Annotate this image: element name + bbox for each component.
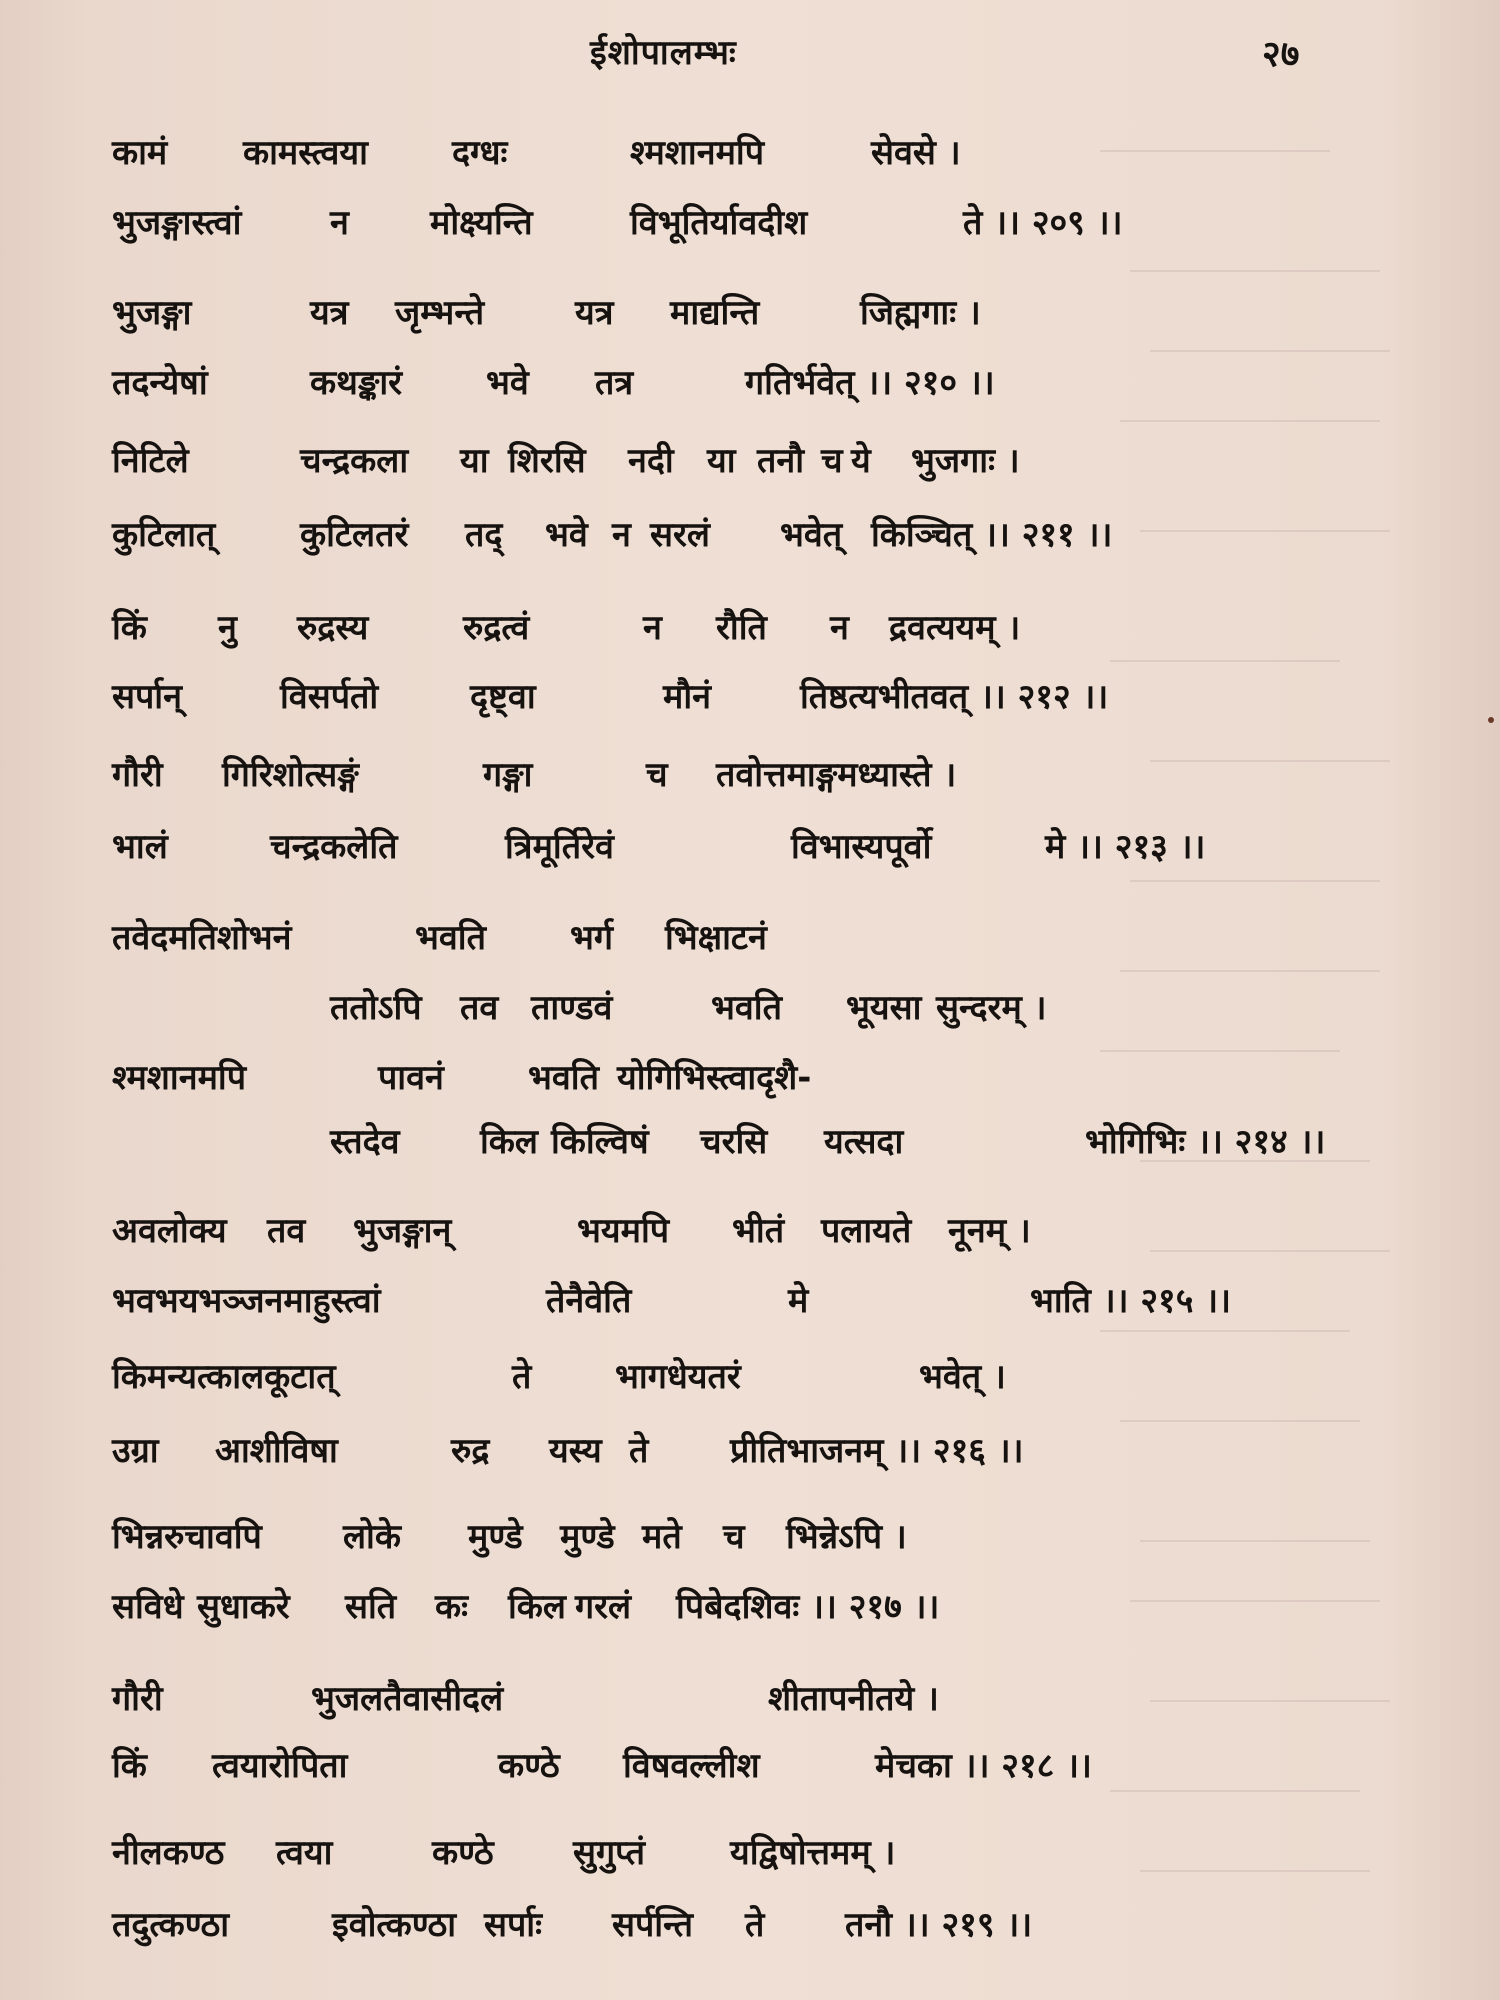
verse-word: जृम्भन्ते <box>395 293 485 333</box>
verse-word: विषवल्लीश <box>623 1746 760 1786</box>
verse-word: सुधाकरे <box>197 1587 290 1627</box>
verse-word: यत्र <box>575 293 614 333</box>
verse-word: सर्पान् <box>112 677 182 717</box>
verse-word: त्वया <box>276 1833 333 1873</box>
verse-word: नीलकण्ठ <box>112 1833 225 1873</box>
verse-word: भूयसा <box>846 988 922 1028</box>
verse-word: जिह्मगाः । <box>860 293 981 333</box>
verse-word: चरसि <box>700 1122 768 1162</box>
verse-word: मुण्डे <box>468 1517 523 1557</box>
verse-word: कथङ्कारं <box>310 363 403 403</box>
verse-word: ते <box>745 1905 765 1945</box>
verse-word: तदन्येषां <box>112 363 208 403</box>
verse-word: रुद्रत्वं <box>463 608 530 648</box>
verse-word: भवे <box>486 363 529 403</box>
verse-word: भागधेयतरं <box>615 1357 741 1397</box>
verse-word: तवेदमतिशोभनं <box>112 918 292 958</box>
verse-word: तत्र <box>595 363 634 403</box>
verse-word: ये <box>851 441 871 481</box>
verse-word: भयमपि <box>577 1211 670 1251</box>
verse-word: भुजङ्गा <box>112 293 192 333</box>
verse-word: स्तदेव <box>330 1122 400 1162</box>
verse-word: न <box>830 608 849 648</box>
verse-line <box>0 672 1500 722</box>
verse-word: या <box>707 441 736 481</box>
verse-word: गौरी <box>112 755 163 795</box>
verse-word: दग्धः <box>452 133 508 173</box>
verse-word: योगिभिस्त्वादृशै- <box>617 1058 812 1098</box>
verse-word: तद् <box>465 515 503 555</box>
verse-line <box>0 1741 1500 1791</box>
verse-word: इवोत्कण्ठा <box>332 1905 457 1945</box>
verse-word: तव <box>460 988 499 1028</box>
verse-word: नदी <box>628 441 674 481</box>
verse-word: सर्पाः <box>484 1905 542 1945</box>
verse-word: भवति <box>528 1058 599 1098</box>
verse-word: मेचका ।। २१८ ।। <box>875 1746 1092 1786</box>
verse-word: शीतापनीतये । <box>768 1679 939 1719</box>
verse-word: अवलोक्य <box>112 1211 227 1251</box>
verse-word: कण्ठे <box>498 1746 560 1786</box>
running-title: ईशोपालम्भः <box>590 33 737 73</box>
verse-word: भिन्नेऽपि । <box>786 1517 907 1557</box>
verse-word: च <box>646 755 668 795</box>
verse-word: भुजलतैवासीदलं <box>311 1679 504 1719</box>
verse-word: यत्र <box>310 293 349 333</box>
verse-word: पावनं <box>378 1058 444 1098</box>
verse-line <box>0 603 1500 653</box>
verse-line <box>0 1512 1500 1562</box>
verse-word: चन्द्रकलेति <box>270 827 398 867</box>
verse-word: भवेत् । <box>919 1357 1006 1397</box>
verse-word: रुद्र <box>451 1431 490 1471</box>
verse-line <box>0 1117 1500 1167</box>
verse-line <box>0 358 1500 408</box>
verse-word: दृष्ट्वा <box>470 677 536 717</box>
verse-word: गतिर्भवेत् ।। २१० ।। <box>745 363 995 403</box>
verse-word: किमन्यत्कालकूटात् <box>112 1357 336 1397</box>
verse-word: भुजगाः । <box>911 441 1020 481</box>
verse-line <box>0 1053 1500 1103</box>
verse-word: सरलं <box>650 515 710 555</box>
verse-word: सर्पन्ति <box>612 1905 693 1945</box>
verse-word: विसर्पतो <box>280 677 379 717</box>
verse-word: पिबेदशिवः ।। २१७ ।। <box>676 1587 940 1627</box>
verse-word: ते <box>629 1431 649 1471</box>
verse-word: किल <box>480 1122 538 1162</box>
verse-word: मौनं <box>663 677 712 717</box>
verse-word: तवोत्तमाङ्गमध्यास्ते । <box>716 755 957 795</box>
verse-line <box>0 822 1500 872</box>
verse-line <box>0 1426 1500 1476</box>
verse-word: तिष्ठत्यभीतवत् ।। २१२ ।। <box>800 677 1109 717</box>
verse-word: च <box>723 1517 745 1557</box>
verse-word: या <box>460 441 489 481</box>
verse-word: रुद्रस्य <box>297 608 369 648</box>
verse-word: नूनम् । <box>948 1211 1031 1251</box>
verse-word: किं <box>112 1746 147 1786</box>
verse-word: भवभयभञ्जनमाहुस्त्वां <box>112 1281 381 1321</box>
verse-word: कामस्त्वया <box>243 133 368 173</box>
verse-word: मुण्डे <box>560 1517 615 1557</box>
verse-word: विभास्यपूर्वो <box>791 827 932 867</box>
verse-word: कुटिलतरं <box>300 515 409 555</box>
verse-word: न <box>330 203 349 243</box>
verse-word: भीतं <box>732 1211 785 1251</box>
verse-word: कुटिलात् <box>112 515 216 555</box>
verse-word: भिक्षाटनं <box>665 918 767 958</box>
verse-word: चन्द्रकला <box>300 441 409 481</box>
verse-line <box>0 198 1500 248</box>
verse-line <box>0 1900 1500 1950</box>
verse-word: गौरी <box>112 1679 163 1719</box>
verse-line <box>0 436 1500 486</box>
verse-word: शिरसि <box>508 441 586 481</box>
verse-word: आशीविषा <box>215 1431 338 1471</box>
page-number: २७ <box>1262 34 1300 75</box>
verse-word: भवे <box>545 515 588 555</box>
verse-line <box>0 1276 1500 1326</box>
verse-word: भुजङ्गास्त्वां <box>112 203 242 243</box>
verse-line <box>0 1828 1500 1878</box>
verse-word: मते <box>642 1517 682 1557</box>
verse-word: यद्विषोत्तमम् । <box>730 1833 896 1873</box>
verse-line <box>0 983 1500 1033</box>
ink-spot <box>1488 717 1494 723</box>
verse-word: न <box>612 515 631 555</box>
verse-word: तनौ ।। २१९ ।। <box>845 1905 1033 1945</box>
running-head <box>0 28 1500 75</box>
verse-word: कः <box>435 1587 468 1627</box>
verse-word: त्वयारोपिता <box>212 1746 348 1786</box>
verse-word: नु <box>218 608 237 648</box>
verse-word: तनौ <box>757 441 805 481</box>
verse-word: मे <box>788 1281 809 1321</box>
verse-word: सुगुप्तं <box>573 1833 645 1873</box>
verse-word: भर्ग <box>570 918 614 958</box>
verse-word: तव <box>267 1211 306 1251</box>
verse-word: रौति <box>716 608 767 648</box>
verse-word: किल <box>508 1587 566 1627</box>
verse-line <box>0 510 1500 560</box>
verse-word: न <box>643 608 662 648</box>
verse-line <box>0 1352 1500 1402</box>
verse-word: भवति <box>711 988 782 1028</box>
verse-word: भिन्नरुचावपि <box>112 1517 262 1557</box>
verse-word: भवेत् <box>780 515 843 555</box>
verse-word: मोक्ष्यन्ति <box>430 203 533 243</box>
verse-word: द्रवत्ययम् । <box>889 608 1021 648</box>
verse-word: निटिले <box>112 441 189 481</box>
verse-word: च <box>821 441 843 481</box>
verse-word: भालं <box>112 827 168 867</box>
verse-word: सविधे <box>112 1587 184 1627</box>
verse-word: किं <box>112 608 147 648</box>
verse-word: गरलं <box>575 1587 632 1627</box>
verse-line <box>0 1582 1500 1632</box>
verse-word: यत्सदा <box>824 1122 904 1162</box>
verse-word: सति <box>345 1587 397 1627</box>
verse-word: मे ।। २१३ ।। <box>1045 827 1206 867</box>
verse-word: माद्यन्ति <box>670 293 760 333</box>
verse-word: किल्विषं <box>551 1122 649 1162</box>
verse-word: भाति ।। २१५ ।। <box>1030 1281 1231 1321</box>
verse-line <box>0 1674 1500 1724</box>
verse-word: ते ।। २०९ ।। <box>963 203 1123 243</box>
verse-word: किञ्चित् ।। २११ ।। <box>871 515 1113 555</box>
verse-word: विभूतिर्यावदीश <box>630 203 808 243</box>
verse-word: कामं <box>112 133 168 173</box>
verse-word: पलायते <box>821 1211 912 1251</box>
verse-word: सेवसे । <box>871 133 961 173</box>
verse-word: गिरिशोत्सङ्गं <box>222 755 359 795</box>
verse-word: भुजङ्गान् <box>353 1211 452 1251</box>
verse-word: श्मशानमपि <box>630 133 765 173</box>
verse-word: श्मशानमपि <box>112 1058 247 1098</box>
verse-line <box>0 913 1500 963</box>
verse-word: तेनैवेति <box>546 1281 632 1321</box>
verse-word: यस्य <box>549 1431 602 1471</box>
verse-line <box>0 128 1500 178</box>
verse-word: सुन्दरम् । <box>936 988 1047 1028</box>
verse-word: प्रीतिभाजनम् ।। २१६ ।। <box>730 1431 1024 1471</box>
verse-word: भोगिभिः ।। २१४ ।। <box>1085 1122 1326 1162</box>
verse-word: भवति <box>415 918 486 958</box>
verse-word: ताण्डवं <box>531 988 613 1028</box>
verse-word: उग्रा <box>112 1431 159 1471</box>
verse-word: गङ्गा <box>483 755 533 795</box>
verse-word: कण्ठे <box>432 1833 494 1873</box>
verse-word: लोके <box>343 1517 401 1557</box>
verse-word: तदुत्कण्ठा <box>112 1905 230 1945</box>
verse-word: ते <box>512 1357 532 1397</box>
verse-line <box>0 288 1500 338</box>
verse-line <box>0 1206 1500 1256</box>
verse-line <box>0 750 1500 800</box>
verse-word: ततोऽपि <box>330 988 422 1028</box>
verse-word: त्रिमूर्तिरेवं <box>505 827 614 867</box>
